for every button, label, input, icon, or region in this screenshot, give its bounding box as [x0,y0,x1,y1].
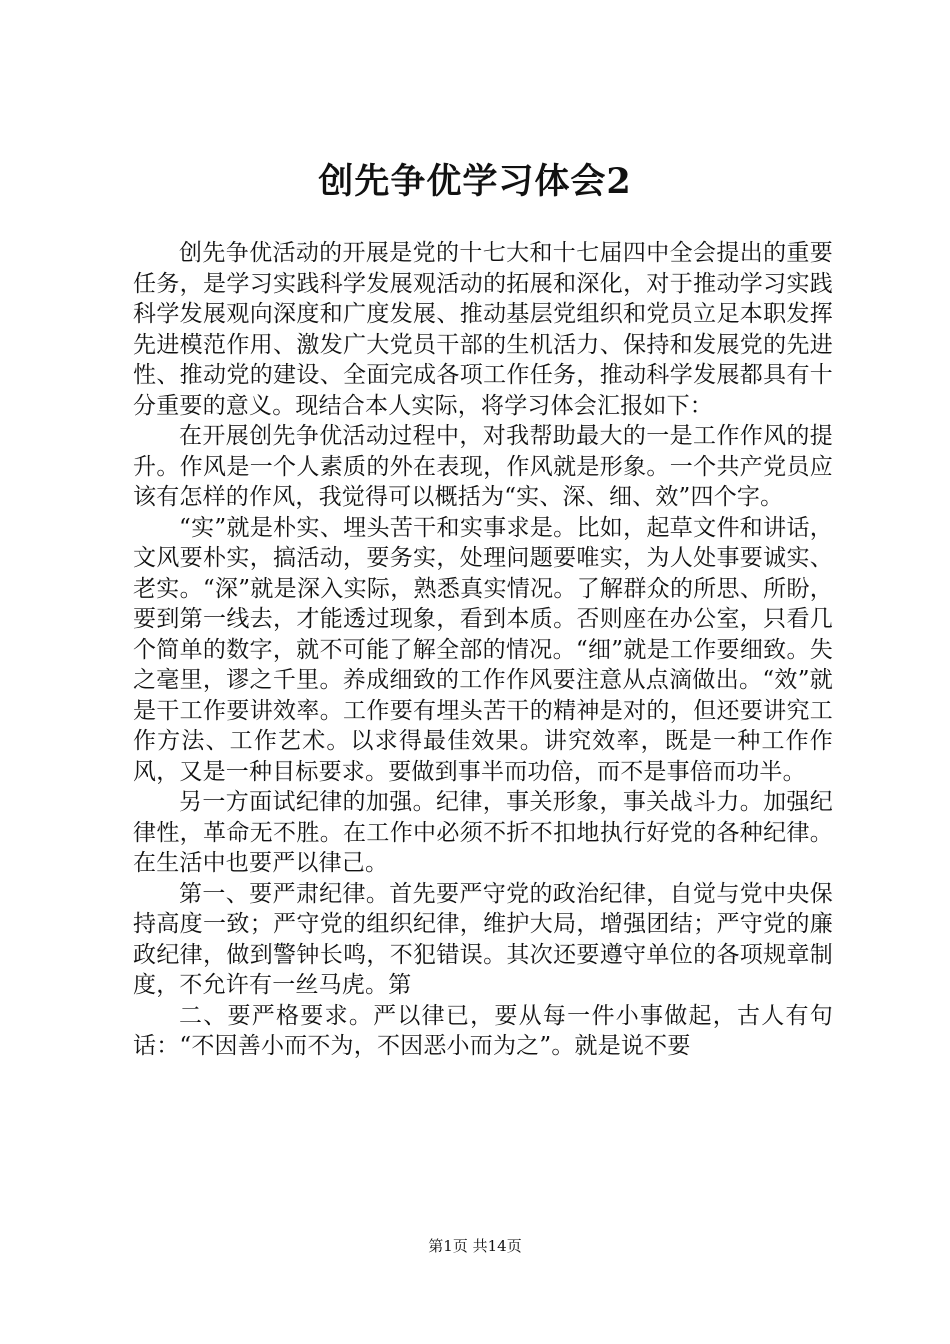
paragraph: 另一方面试纪律的加强。纪律，事关形象，事关战斗力。加强纪律性，革命无不胜。在工作中必须不折不扣地执行好党的各种纪律。在生活中也要严以律己。 [133,789,833,876]
paragraph: 第一、要严肃纪律。首先要严守党的政治纪律，自觉与党中央保持高度一致；严守党的组织纪律，维护大局，增强团结；严守党的廉政纪律，做到警钟长鸣，不犯错误。其次还要遵守单位的各项规章制度，不允许有一丝马虎。第 [133,880,833,998]
paragraph: 创先争优活动的开展是党的十七大和十七届四中全会提出的重要任务，是学习实践科学发展观活动的拓展和深化，对于推动学习实践科学发展观向深度和广度发展、推动基层党组织和党员立足本职发挥先进模范作用、激发广大党员干部的生机活力、保持和发展党的先进性、推动党的建设、全面完成各项工作任务，推动科学发展都具有十分重要的意义。现结合本人实际，将学习体会汇报如下： [133,240,833,419]
document-body [133,238,833,1062]
page-footer: 第1页 共14页 [428,1237,522,1255]
paragraph: 二、要严格要求。严以律已，要从每一件小事做起，古人有句话：“不因善小而不为，不因恶小而为之”。就是说不要 [133,1002,833,1059]
paragraph: 在开展创先争优活动过程中，对我帮助最大的一是工作作风的提升。作风是一个人素质的外在表现，作风就是形象。一个共产党员应该有怎样的作风，我觉得可以概括为“实、深、细、效”四个字。 [133,423,833,510]
document-title: 创先争优学习体会2 [318,161,632,202]
paragraph: “实”就是朴实、埋头苦干和实事求是。比如，起草文件和讲话，文风要朴实，搞活动，要务实，处理问题要唯实，为人处事要诚实、老实。“深”就是深入实际，熟悉真实情况。了解群众的所思、所盼，要到第一线去，才能透过现象，看到本质。否则座在办公室，只看几个简单的数字，就不可能了解全部的情况。“细”就是工作要细致。失之毫里，谬之千里。养成细致的工作作风要注意从点滴做出。“效”就是干工作要讲效率。工作要有埋头苦干的精神是对的，但还要讲究工作方法、工作艺术。以求得最佳效果。讲究效率，既是一种工作作风，又是一种目标要求。要做到事半而功倍，而不是事倍而功半。 [133,514,833,785]
